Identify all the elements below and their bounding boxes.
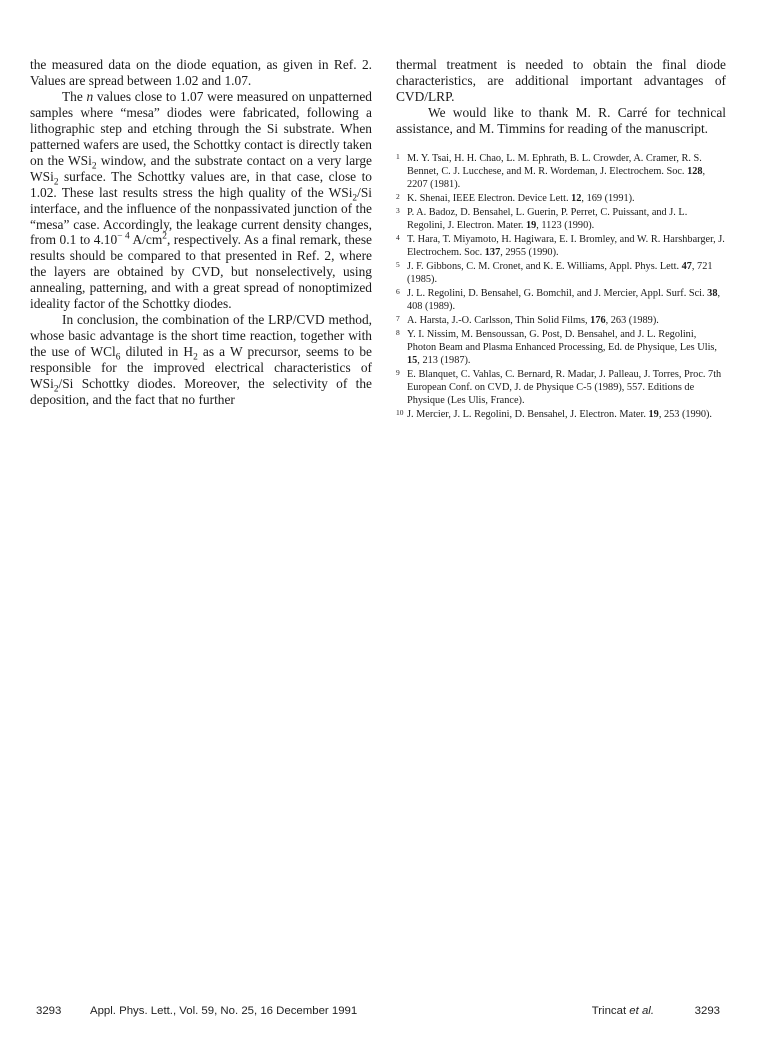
- paragraph: In conclusion, the combination of the LRP/CVD method, whose basic advantage is the short time reaction, together with the use of WCl$_6$ diluted in $H_2$ as a W precursor, seems to be responsible for the improved electrical characteristics of WSi$_2$/Si Schottky diodes. Moreover, the selectivity of the deposition, and the fact that no further: [30, 312, 372, 408]
- reference-item: 5 J. F. Gibbons, C. M. Cronet, and K. E. Williams, Appl. Phys. Lett. 47, 721 (1985).: [396, 259, 713, 285]
- reference-item: 1 M. Y. Tsai, H. H. Chao, L. M. Ephrath, B. L. Crowder, A. Cramer, R. S. Bennet, C. J. Lucchese, and M. R. Wordeman, J. Electrochem. Soc. 128, 2207 (1981).: [396, 151, 706, 190]
- reference-list: [396, 152, 726, 421]
- reference-item: 3 P. A. Badoz, D. Bensahel, L. Guerin, P. Perret, C. Puissant, and J. L. Regolini, J. Electron. Mater. 19, 1123 (1990).: [396, 205, 688, 231]
- reference-item: 7 A. Harsta, J.-O. Carlsson, Thin Solid Films, 176, 263 (1989).: [396, 313, 659, 326]
- acknowledgment: We would like to thank M. R. Carré for technical assistance, and M. Timmins for reading of the manuscript.: [396, 104, 726, 136]
- page-footer: [36, 1005, 720, 1021]
- paragraph: the measured data on the diode equation, as given in Ref. 2. Values are spread between 1.02 and 1.07.: [30, 57, 372, 88]
- reference-item: 6 J. L. Regolini, D. Bensahel, G. Bomchil, and J. Mercier, Appl. Surf. Sci. 38, 408 (1989).: [396, 286, 721, 312]
- journal-citation: Appl. Phys. Lett., Vol. 59, No. 25, 16 December 1991: [90, 1005, 358, 1017]
- right-column: [396, 57, 726, 422]
- reference-item: 9 E. Blanquet, C. Vahlas, C. Bernard, R. Madar, J. Palleau, J. Torres, Proc. 7th European Conf. on CVD, J. de Physique C-5 (1989), 557. Editions de Physique (Les Ulis, France).: [396, 367, 722, 406]
- reference-item: 10 J. Mercier, J. L. Regolini, D. Bensahel, J. Electron. Mater. 19, 253 (1990).: [396, 407, 713, 420]
- page-number-right: 3293: [694, 1005, 720, 1017]
- reference-item: 8 Y. I. Nissim, M. Bensoussan, G. Post, D. Bensahel, and J. L. Regolini, Photon Beam and Plasma Enhanced Processing, Ed. de Physique, Les Ulis, 15, 213 (1987).: [396, 327, 718, 366]
- reference-item: 4 T. Hara, T. Miyamoto, H. Hagiwara, E. I. Bromley, and W. R. Harshbarger, J. Electrochem. Soc. 137, 2955 (1990).: [396, 232, 725, 258]
- paragraph: The n values close to 1.07 were measured on unpatterned samples where “mesa” diodes were fabricated, following a lithographic step and etching through the Si substrate. When patterned wafers are used, the Schottky contact is directly taken on the WSi$_2$ window, and the substrate contact on a very large WSi$_2$ surface. The Schottky values are, in that case, close to 1.02. These last results stress the high quality of the WSi$_2$/Si interface, and the influence of the nonpassivated junction of the “mesa” case. Accordingly, the leakage current density changes, from 0.1 to $4.10^{- 4}$ $A/cm^2$, respectively. As a final remark, these results should be compared to that presented in Ref. 2, where the layers are obtained by CVD, but nonselectively, using annealing, patterning, and with a great spread of nonoptimized ideality factor of the Schottky diodes.: [30, 88, 373, 312]
- left-column: [30, 57, 372, 408]
- paragraph: thermal treatment is needed to obtain the final diode characteristics, are additional important advantages of CVD/LRP.: [396, 57, 726, 104]
- running-author: Trincat et al.: [591, 1005, 654, 1017]
- page-number-left: 3293: [36, 1005, 62, 1017]
- reference-item: 2 K. Shenai, IEEE Electron. Device Lett. 12, 169 (1991).: [396, 191, 635, 204]
